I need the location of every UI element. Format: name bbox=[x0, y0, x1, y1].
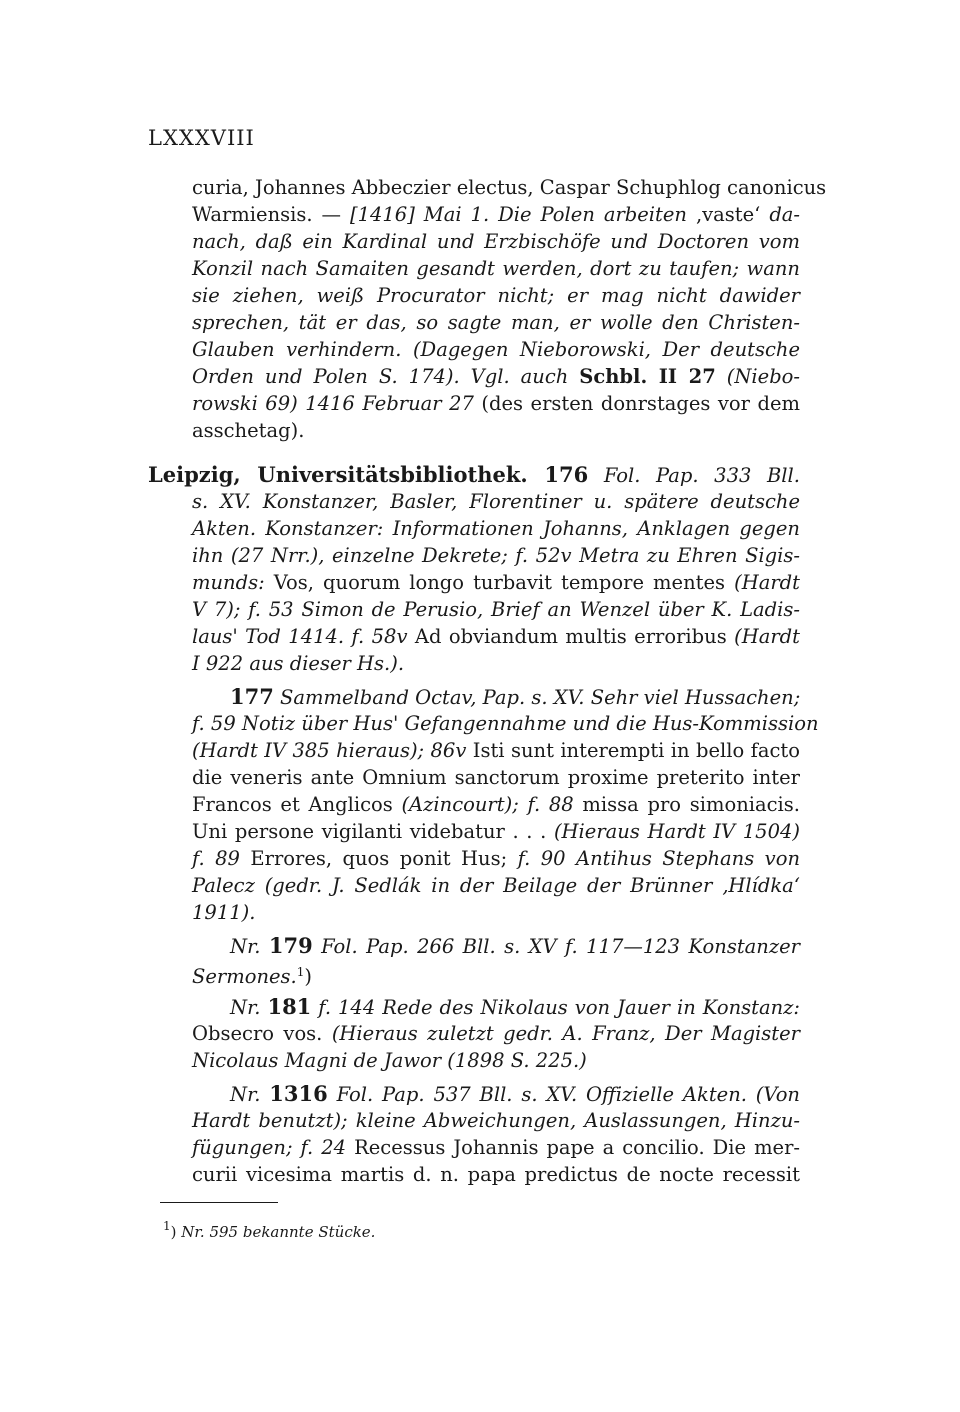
text-line: curii vicesima martis d. n. papa predictus de nocte recessit bbox=[192, 1163, 800, 1186]
text-line: die veneris ante Omnium sanctorum proxime preterito inter bbox=[192, 766, 800, 789]
text-line: curia, Johannes Abbeczier electus, Caspar Schuphlog canonicus bbox=[192, 176, 827, 199]
text-line: asschetag). bbox=[192, 419, 305, 442]
text-line: Glauben verhindern. (Dagegen Nieborowski, Der deutsche bbox=[192, 338, 800, 361]
entry-179 bbox=[192, 932, 800, 986]
text-line: laus' Tod 1414. f. 58v Ad obviandum multis erroribus (Hardt bbox=[192, 625, 800, 648]
entry-continuation bbox=[192, 174, 827, 444]
text-line: I 922 aus dieser Hs.). bbox=[192, 652, 405, 675]
text-line: fügungen; f. 24 Recessus Johannis pape a concilio. Die mer- bbox=[192, 1136, 801, 1159]
text-line: f. 89 Errores, quos ponit Hus; f. 90 Antihus Stephans von bbox=[192, 847, 800, 870]
text-line: 1911). bbox=[192, 901, 256, 924]
footnote-divider bbox=[160, 1202, 278, 1203]
entry-1316 bbox=[192, 1080, 800, 1188]
text-line: Nr. 179 Fol. Pap. 266 Bll. s. XV f. 117—123 Konstanzer bbox=[230, 933, 800, 958]
footnote: $^1$) Nr. 595 bekannte Stücke. bbox=[163, 1219, 376, 1241]
text-line: Palecz (gedr. J. Sedlák in der Beilage der Brünner ‚Hlídka‘ bbox=[192, 874, 800, 897]
text-line: Warmiensis. — [1416] Mai 1. Die Polen arbeiten ‚vaste‘ da- bbox=[192, 203, 801, 226]
entry-heading: Leipzig, Universitätsbibliothek. 176 Fol. Pap. 333 Bll. bbox=[148, 462, 800, 487]
text-line: Nr. 181 f. 144 Rede des Nikolaus von Jauer in Konstanz: bbox=[230, 994, 800, 1019]
footnote-ref: 1 bbox=[296, 965, 305, 979]
text-line: f. 59 Notiz über Hus' Gefangennahme und die Hus-Kommission bbox=[192, 712, 819, 735]
text-line: Uni persone vigilanti videbatur . . . (Hieraus Hardt IV 1504) bbox=[192, 820, 800, 843]
text-line: Hardt benutzt); kleine Abweichungen, Auslassungen, Hinzu- bbox=[192, 1109, 800, 1132]
footnote-mark: 1 bbox=[163, 1219, 171, 1233]
text-line: ihn (27 Nrr.), einzelne Dekrete; f. 52v Metra zu Ehren Sigis- bbox=[192, 544, 800, 567]
text-line: sie ziehen, weiß Procurator nicht; er mag nicht dawider bbox=[192, 284, 800, 307]
text-line: Nicolaus Magni de Jawor (1898 S. 225.) bbox=[192, 1049, 587, 1072]
text-line: rowski 69) 1416 Februar 27 (des ersten donrstages vor dem bbox=[192, 392, 800, 415]
footnote-text: Nr. 595 bekannte Stücke. bbox=[176, 1223, 376, 1241]
text-line: Akten. Konstanzer: Informationen Johanns, Anklagen gegen bbox=[192, 517, 800, 540]
text-line: 177 Sammelband Octav, Pap. s. XV. Sehr viel Hussachen; bbox=[230, 684, 801, 709]
entry-leipzig-176 bbox=[148, 461, 800, 488]
text-line: sprechen, tät er das, so sagte man, er wolle den Christen- bbox=[192, 311, 800, 334]
entry-181 bbox=[192, 993, 800, 1074]
text-line: Orden und Polen S. 174). Vgl. auch Schbl. II 27 (Niebo- bbox=[192, 365, 800, 388]
page-number: LXXXVIII bbox=[148, 126, 255, 150]
text-line: Nr. 1316 Fol. Pap. 537 Bll. s. XV. Offizielle Akten. (Von bbox=[230, 1081, 800, 1106]
entry-177 bbox=[192, 683, 819, 926]
text-line: Obsecro vos. (Hieraus zuletzt gedr. A. Franz, Der Magister bbox=[192, 1022, 800, 1045]
text-line: (Hardt IV 385 hieraus); 86v Isti sunt interempti in bello facto bbox=[192, 739, 800, 762]
entry-leipzig-176-body bbox=[192, 488, 800, 677]
text-line: s. XV. Konstanzer, Basler, Florentiner u. spätere deutsche bbox=[192, 490, 800, 513]
text-line: V 7); f. 53 Simon de Perusio, Brief an Wenzel über K. Ladis- bbox=[192, 598, 800, 621]
text-line: Sermones.$^1$) bbox=[192, 965, 313, 988]
text-line: Konzil nach Samaiten gesandt werden, dort zu taufen; wann bbox=[192, 257, 800, 280]
text-line: Francos et Anglicos (Azincourt); f. 88 missa pro simoniacis. bbox=[192, 793, 800, 816]
text-line: munds: Vos, quorum longo turbavit tempore mentes (Hardt bbox=[192, 571, 800, 594]
text-line: nach, daß ein Kardinal und Erzbischöfe und Doctoren vom bbox=[192, 230, 800, 253]
